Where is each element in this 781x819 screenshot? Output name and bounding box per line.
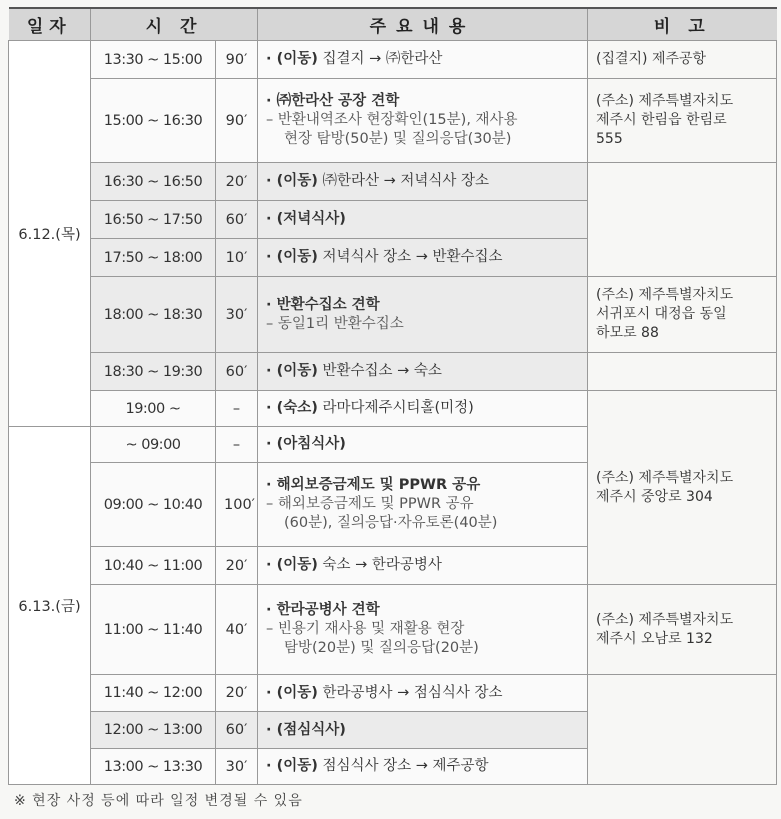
note-cell bbox=[588, 353, 777, 391]
content-title: · 한라공병사 견학 bbox=[266, 602, 380, 618]
time-cell: 09:00 ~ 10:40 bbox=[91, 463, 216, 547]
content-bold: · (이동) bbox=[266, 363, 318, 379]
note-line: (주소) 제주특별자치도 bbox=[596, 287, 734, 303]
content-cell bbox=[258, 427, 588, 463]
note-line: 하모로 88 bbox=[596, 325, 659, 341]
content-sub: 탐방(20분) 및 질의응답(20분) bbox=[284, 640, 479, 656]
content-bold: · (숙소) bbox=[266, 400, 318, 416]
table-row bbox=[9, 353, 777, 391]
note-line: (주소) 제주특별자치도 bbox=[596, 93, 734, 109]
header-note: 비 고 bbox=[588, 8, 777, 41]
content-sub: (60분), 질의응답·자유토론(40분) bbox=[284, 515, 498, 531]
note-line: 제주시 오남로 132 bbox=[596, 630, 713, 647]
content-sub: – 해외보증금제도 및 PPWR 공유 bbox=[266, 496, 474, 512]
header-row bbox=[9, 8, 777, 41]
duration-cell: – bbox=[216, 427, 258, 463]
note-cell bbox=[588, 391, 777, 585]
date-cell: 6.12.(목) bbox=[9, 41, 91, 427]
time-cell: 15:00 ~ 16:30 bbox=[91, 79, 216, 163]
duration-cell: 60′ bbox=[216, 353, 258, 391]
duration-cell: 40′ bbox=[216, 585, 258, 675]
note-line: (주소) 제주특별자치도 bbox=[596, 611, 734, 628]
content-cell bbox=[258, 675, 588, 712]
time-cell: 16:50 ~ 17:50 bbox=[91, 201, 216, 239]
header-time: 시 간 bbox=[91, 8, 258, 41]
table-row bbox=[9, 391, 777, 427]
content-text: ㈜한라산 → 저녁식사 장소 bbox=[317, 173, 489, 189]
schedule-table bbox=[8, 7, 777, 785]
note-cell bbox=[588, 585, 777, 675]
duration-cell: 90′ bbox=[216, 41, 258, 79]
content-text: 점심식사 장소 → 제주공항 bbox=[317, 758, 489, 774]
content-text: 집결지 → ㈜한라산 bbox=[317, 51, 443, 67]
content-sub: – 빈용기 재사용 및 재활용 현장 bbox=[266, 621, 465, 637]
note-cell: (집결지) 제주공항 bbox=[588, 41, 777, 79]
footnote: ※ 현장 사정 등에 따라 일정 변경될 수 있음 bbox=[14, 793, 303, 809]
duration-cell: 30′ bbox=[216, 277, 258, 353]
time-cell: 13:00 ~ 13:30 bbox=[91, 749, 216, 785]
time-cell: 18:30 ~ 19:30 bbox=[91, 353, 216, 391]
note-cell bbox=[588, 277, 777, 353]
content-cell bbox=[258, 463, 588, 547]
content-bold: · (이동) bbox=[266, 249, 318, 265]
content-cell bbox=[258, 163, 588, 201]
content-bold: · (이동) bbox=[266, 51, 318, 67]
content-title: · 해외보증금제도 및 PPWR 공유 bbox=[266, 477, 481, 493]
time-cell: 13:30 ~ 15:00 bbox=[91, 41, 216, 79]
content-sub: – 반환내역조사 현장확인(15분), 재사용 bbox=[266, 112, 518, 128]
time-cell: 10:40 ~ 11:00 bbox=[91, 547, 216, 585]
content-cell bbox=[258, 239, 588, 277]
content-bold: · (이동) bbox=[266, 173, 318, 189]
content-cell bbox=[258, 547, 588, 585]
note-cell bbox=[588, 79, 777, 163]
duration-cell: 20′ bbox=[216, 675, 258, 712]
note-line: (주소) 제주특별자치도 bbox=[596, 469, 734, 486]
content-cell bbox=[258, 201, 588, 239]
duration-cell: 30′ bbox=[216, 749, 258, 785]
header-content: 주요내용 bbox=[258, 8, 588, 41]
content-cell bbox=[258, 277, 588, 353]
content-bold: · (저녁식사) bbox=[266, 211, 346, 227]
table-row bbox=[9, 163, 777, 201]
duration-cell: 100′ bbox=[216, 463, 258, 547]
time-cell: 12:00 ~ 13:00 bbox=[91, 712, 216, 749]
time-cell: ~ 09:00 bbox=[91, 427, 216, 463]
date-cell: 6.13.(금) bbox=[9, 427, 91, 785]
table-row bbox=[9, 675, 777, 712]
content-cell bbox=[258, 712, 588, 749]
time-cell: 18:00 ~ 18:30 bbox=[91, 277, 216, 353]
content-title: · ㈜한라산 공장 견학 bbox=[266, 93, 400, 109]
note-line: 555 bbox=[596, 131, 623, 147]
duration-cell: 60′ bbox=[216, 712, 258, 749]
note-cell bbox=[588, 163, 777, 277]
content-cell bbox=[258, 79, 588, 163]
content-sub: 현장 탐방(50분) 및 질의응답(30분) bbox=[284, 131, 512, 147]
content-text: 라마다제주시티홀(미정) bbox=[317, 400, 474, 416]
duration-cell: 60′ bbox=[216, 201, 258, 239]
content-bold: · (점심식사) bbox=[266, 721, 346, 738]
content-cell bbox=[258, 585, 588, 675]
table-row bbox=[9, 41, 777, 79]
duration-cell: 20′ bbox=[216, 163, 258, 201]
duration-cell: 20′ bbox=[216, 547, 258, 585]
note-cell bbox=[588, 675, 777, 785]
content-cell bbox=[258, 391, 588, 427]
table-row bbox=[9, 277, 777, 353]
content-text: 한라공병사 → 점심식사 장소 bbox=[317, 684, 503, 701]
content-bold: · (이동) bbox=[266, 684, 318, 701]
content-text: 저녁식사 장소 → 반환수집소 bbox=[317, 249, 503, 265]
note-line: 서귀포시 대정읍 동일 bbox=[596, 306, 727, 322]
content-bold: · (이동) bbox=[266, 758, 318, 774]
duration-cell: 10′ bbox=[216, 239, 258, 277]
duration-cell: – bbox=[216, 391, 258, 427]
content-cell bbox=[258, 353, 588, 391]
content-cell bbox=[258, 41, 588, 79]
table-row bbox=[9, 79, 777, 163]
time-cell: 11:40 ~ 12:00 bbox=[91, 675, 216, 712]
note-line: 제주시 한림읍 한림로 bbox=[596, 112, 727, 128]
content-title: · 반환수집소 견학 bbox=[266, 296, 380, 313]
time-cell: 11:00 ~ 11:40 bbox=[91, 585, 216, 675]
time-cell: 17:50 ~ 18:00 bbox=[91, 239, 216, 277]
content-bold: · (이동) bbox=[266, 557, 318, 573]
content-cell bbox=[258, 749, 588, 785]
table-row bbox=[9, 585, 777, 675]
time-cell: 19:00 ~ bbox=[91, 391, 216, 427]
content-text: 숙소 → 한라공병사 bbox=[317, 557, 442, 573]
content-text: 반환수집소 → 숙소 bbox=[317, 363, 442, 379]
note-line: 제주시 중앙로 304 bbox=[596, 488, 713, 505]
content-sub: – 동일1리 반환수집소 bbox=[266, 315, 404, 332]
time-cell: 16:30 ~ 16:50 bbox=[91, 163, 216, 201]
content-bold: · (아침식사) bbox=[266, 436, 346, 452]
duration-cell: 90′ bbox=[216, 79, 258, 163]
header-date: 일자 bbox=[9, 8, 91, 41]
